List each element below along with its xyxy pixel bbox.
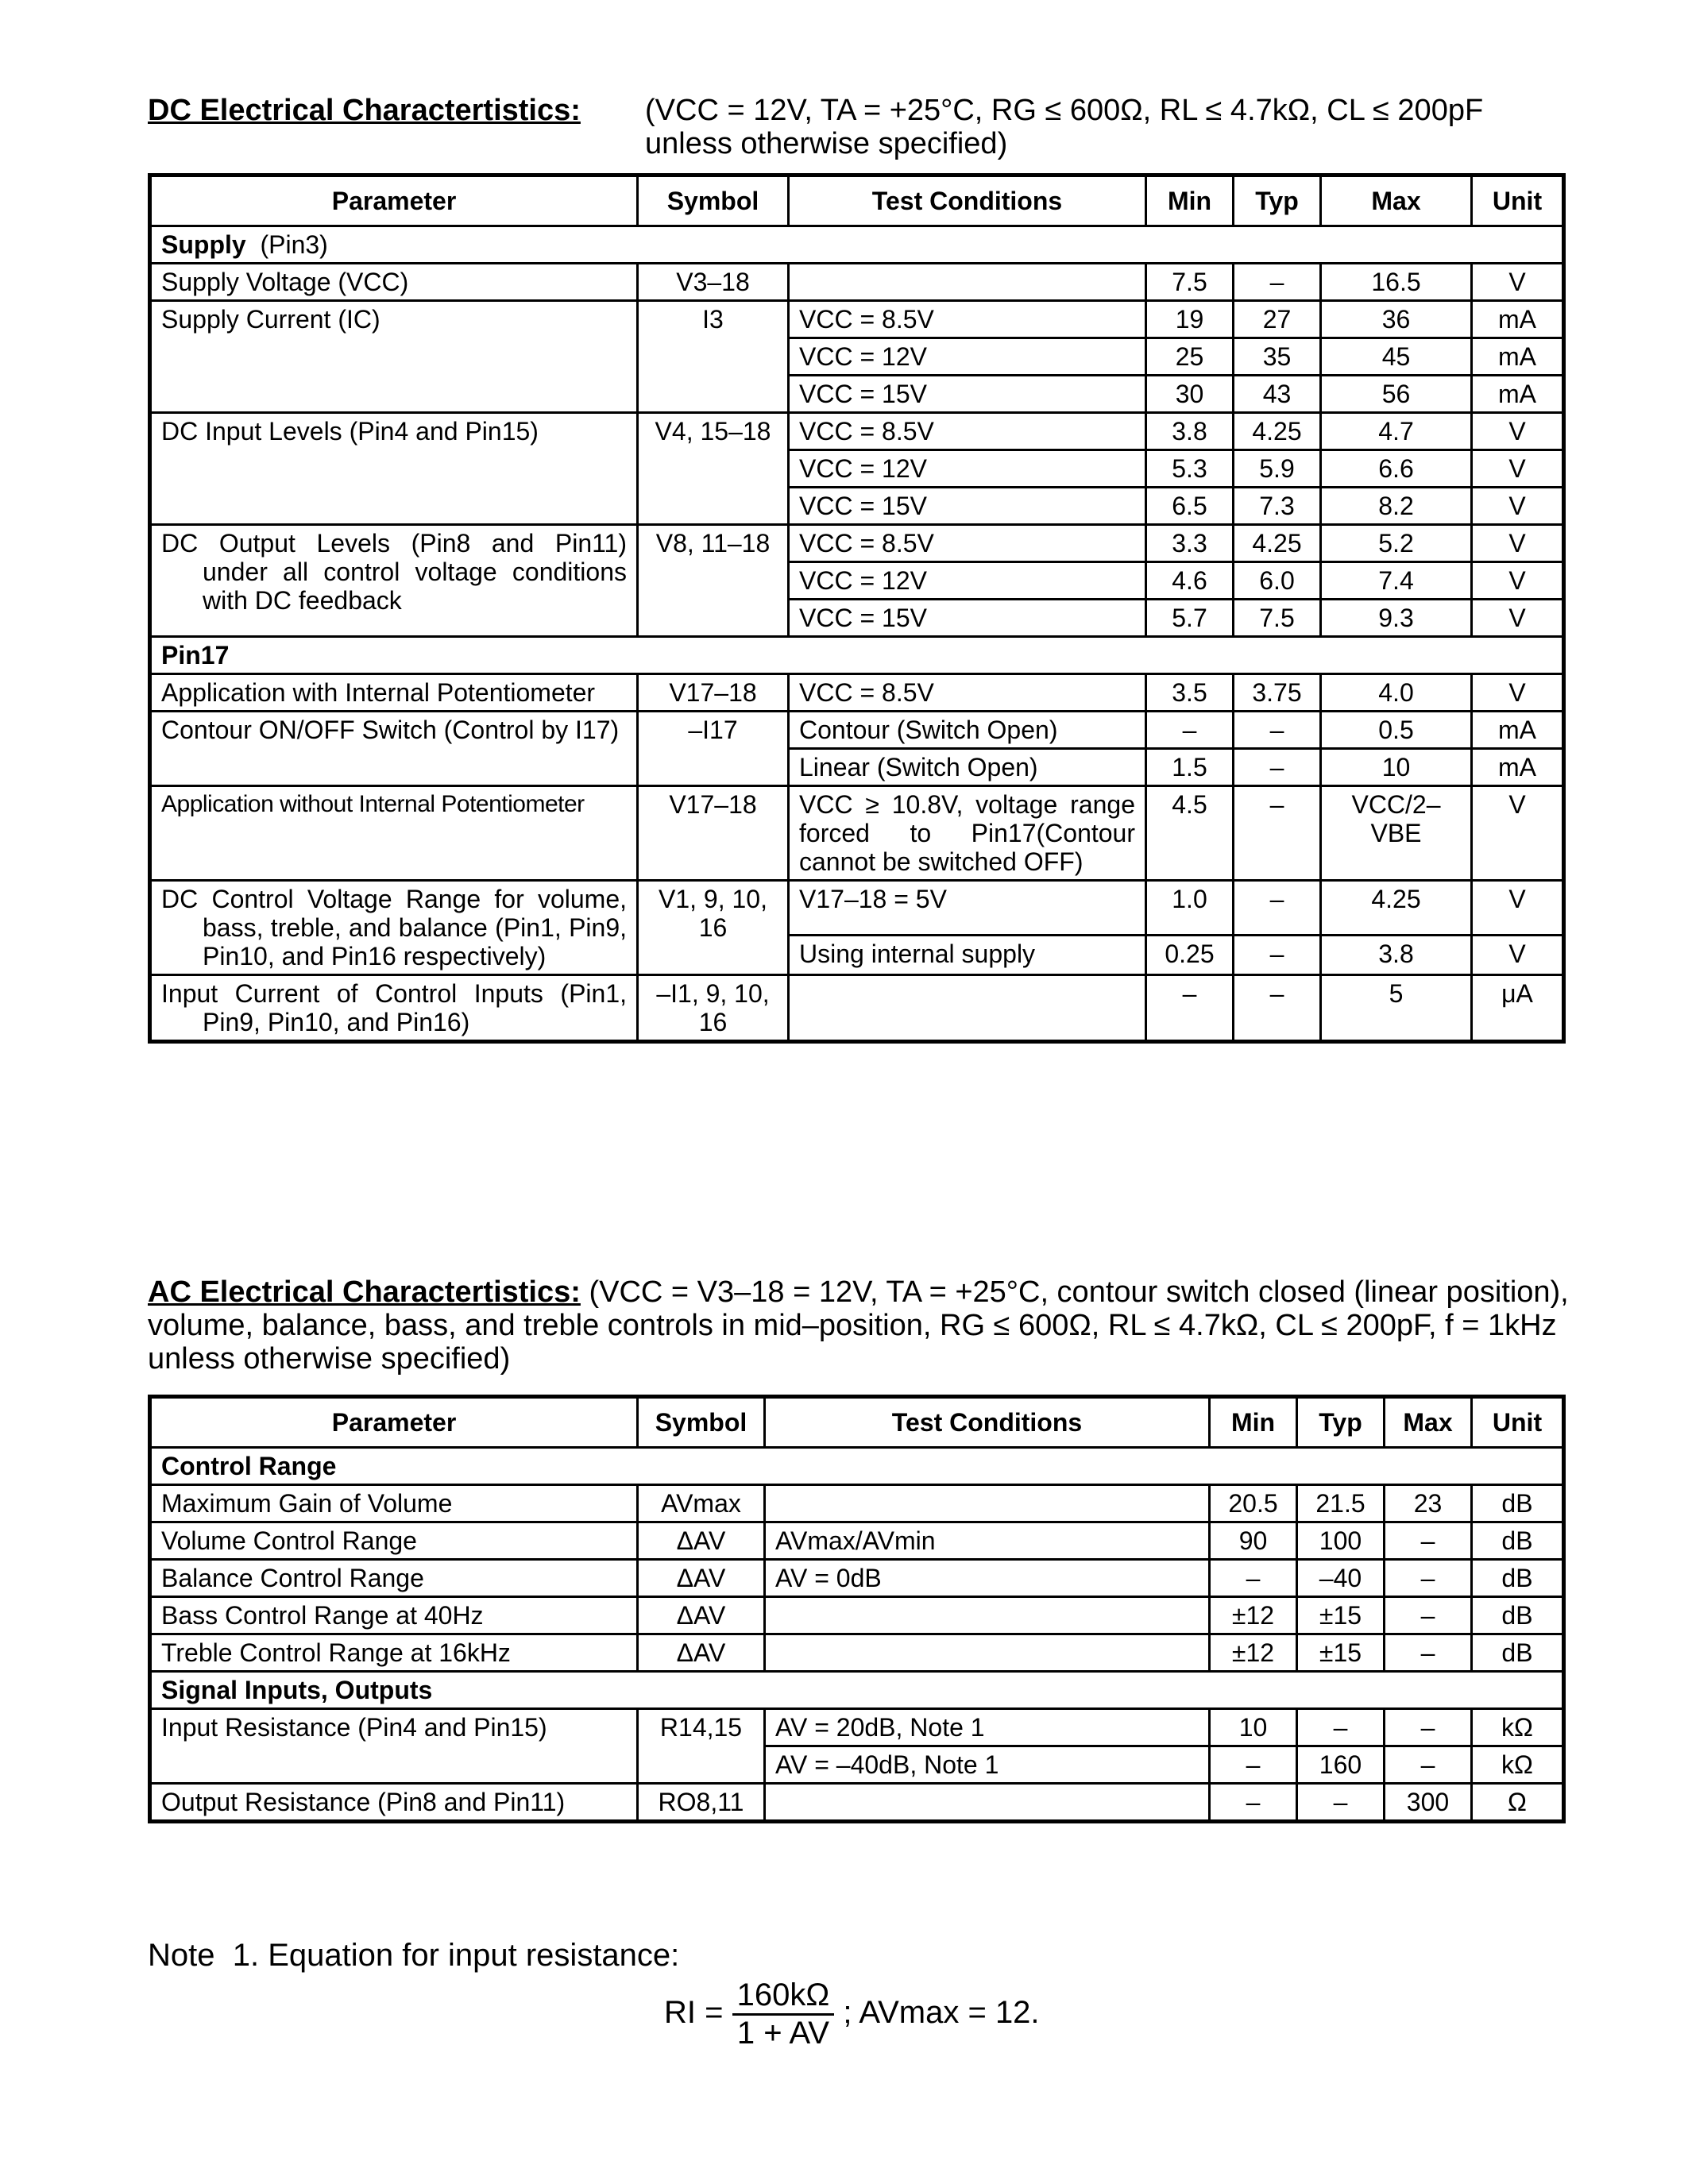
test-cell: V17–18 = 5V [789,881,1146,936]
group-row [150,1448,1564,1485]
dc-table [148,173,1566,1044]
typ-cell: 3.75 [1234,674,1321,712]
table-row [150,1522,1564,1560]
min-cell: 3.5 [1146,674,1234,712]
param-cell: DC Control Voltage Range for volume, bass, treble, and balance (Pin1, Pin9, Pin10, and Pin16 respectively) [150,881,638,975]
min-cell: 1.0 [1146,881,1234,936]
min-cell: 6.5 [1146,488,1234,525]
dc-header-typ: Typ [1234,176,1321,226]
group-label: Supply [161,230,246,259]
min-cell: – [1210,1560,1297,1597]
unit-cell: V [1472,413,1564,450]
unit-cell: V [1472,881,1564,936]
table-row [150,975,1564,1042]
table-row [150,525,1564,562]
max-cell: – [1385,1597,1472,1634]
min-cell: 25 [1146,338,1234,376]
param-cell: Output Resistance (Pin8 and Pin11) [150,1784,638,1822]
unit-cell: dB [1472,1634,1564,1672]
symbol-cell: ΔAV [638,1634,765,1672]
typ-cell: 100 [1297,1522,1385,1560]
dc-header-test: Test Conditions [789,176,1146,226]
test-cell: Linear (Switch Open) [789,749,1146,786]
max-cell: 8.2 [1321,488,1472,525]
test-cell: VCC = 12V [789,562,1146,600]
typ-cell: – [1234,881,1321,936]
typ-cell: 43 [1234,376,1321,413]
typ-cell: – [1234,749,1321,786]
param-cell: Treble Control Range at 16kHz [150,1634,638,1672]
min-cell: 0.25 [1146,936,1234,975]
max-cell: 36 [1321,301,1472,338]
ac-header-symbol: Symbol [638,1397,765,1448]
param-cell: Supply Voltage (VCC) [150,264,638,301]
ac-header-test: Test Conditions [765,1397,1210,1448]
max-cell: – [1385,1560,1472,1597]
param-cell: Volume Control Range [150,1522,638,1560]
typ-cell: 7.5 [1234,600,1321,637]
min-cell: 10 [1210,1709,1297,1746]
min-cell: – [1210,1746,1297,1784]
max-cell: 5 [1321,975,1472,1042]
table-row [150,712,1564,749]
min-cell: 1.5 [1146,749,1234,786]
note-text: Note 1. Equation for input resistance: [148,1938,680,1973]
max-cell: 5.2 [1321,525,1472,562]
typ-cell: 160 [1297,1746,1385,1784]
group-sub: (Pin3) [260,230,328,259]
param-cell: Supply Current (IC) [150,301,638,413]
max-cell: 56 [1321,376,1472,413]
test-cell [789,975,1146,1042]
typ-cell: ±15 [1297,1597,1385,1634]
min-cell: 3.3 [1146,525,1234,562]
min-cell: – [1146,712,1234,749]
symbol-cell: ΔAV [638,1597,765,1634]
group-control-range: Control Range [150,1448,1564,1485]
typ-cell: 4.25 [1234,525,1321,562]
formula-denominator: 1 + AV [736,2016,829,2051]
test-cell [765,1634,1210,1672]
dc-header-parameter: Parameter [150,176,638,226]
unit-cell: dB [1472,1560,1564,1597]
dc-title: DC Electrical Charactertistics: [148,94,581,127]
symbol-cell: V17–18 [638,674,789,712]
table-row [150,881,1564,936]
typ-cell: 21.5 [1297,1485,1385,1522]
table-row [150,1560,1564,1597]
ac-header-max: Max [1385,1397,1472,1448]
min-cell: ±12 [1210,1597,1297,1634]
unit-cell: mA [1472,712,1564,749]
ac-header-row [150,1397,1564,1448]
test-cell: AV = 20dB, Note 1 [765,1709,1210,1746]
symbol-cell: V4, 15–18 [638,413,789,525]
unit-cell: mA [1472,338,1564,376]
test-cell: Using internal supply [789,936,1146,975]
typ-cell: – [1234,712,1321,749]
unit-cell: V [1472,525,1564,562]
group-row [150,226,1564,264]
typ-cell: 5.9 [1234,450,1321,488]
ac-header-typ: Typ [1297,1397,1385,1448]
typ-cell: – [1234,975,1321,1042]
test-cell: VCC = 15V [789,488,1146,525]
group-row [150,637,1564,674]
symbol-cell: V3–18 [638,264,789,301]
unit-cell: kΩ [1472,1709,1564,1746]
typ-cell: – [1234,936,1321,975]
unit-cell: V [1472,786,1564,881]
group-supply [150,226,1564,264]
formula-lhs: RI = [664,1995,724,2031]
param-cell: DC Input Levels (Pin4 and Pin15) [150,413,638,525]
min-cell: – [1146,975,1234,1042]
ac-conditions: (VCC = V3–18 = 12V, TA = +25°C, contour switch closed (linear position), volume, balance, bass, and treble controls in mid–position, RG ≤ 600Ω, RL ≤ 4.7kΩ, CL ≤ 200pF, f = 1kHz unless otherwise specified) [148,1275,1569,1376]
max-cell: – [1385,1634,1472,1672]
param-cell: Balance Control Range [150,1560,638,1597]
dc-header-max: Max [1321,176,1472,226]
symbol-cell: ΔAV [638,1522,765,1560]
max-cell: 4.25 [1321,881,1472,936]
param-cell: Maximum Gain of Volume [150,1485,638,1522]
group-row [150,1672,1564,1709]
max-cell: 9.3 [1321,600,1472,637]
dc-header-row [150,176,1564,226]
param-cell: Input Resistance (Pin4 and Pin15) [150,1709,638,1784]
test-cell: VCC = 8.5V [789,674,1146,712]
symbol-cell: AVmax [638,1485,765,1522]
ac-heading [148,1275,1570,1376]
symbol-cell: V17–18 [638,786,789,881]
formula-fraction [732,1978,835,2051]
symbol-cell: V1, 9, 10, 16 [638,881,789,975]
test-cell: VCC = 15V [789,376,1146,413]
max-cell: 23 [1385,1485,1472,1522]
unit-cell: V [1472,674,1564,712]
typ-cell: – [1297,1709,1385,1746]
min-cell: 90 [1210,1522,1297,1560]
typ-cell: – [1297,1784,1385,1822]
dc-heading [148,94,581,127]
unit-cell: dB [1472,1522,1564,1560]
test-cell: AV = –40dB, Note 1 [765,1746,1210,1784]
test-cell: VCC = 12V [789,338,1146,376]
min-cell: 19 [1146,301,1234,338]
min-cell: 4.6 [1146,562,1234,600]
param-cell: DC Output Levels (Pin8 and Pin11) under all control voltage conditions with DC feedback [150,525,638,637]
min-cell: 30 [1146,376,1234,413]
unit-cell: kΩ [1472,1746,1564,1784]
param-cell: Bass Control Range at 40Hz [150,1597,638,1634]
dc-header-symbol: Symbol [638,176,789,226]
unit-cell: μA [1472,975,1564,1042]
max-cell: 7.4 [1321,562,1472,600]
unit-cell: Ω [1472,1784,1564,1822]
max-cell: 6.6 [1321,450,1472,488]
typ-cell: 27 [1234,301,1321,338]
resistance-formula [664,1978,1040,2051]
typ-cell: 35 [1234,338,1321,376]
max-cell: 4.7 [1321,413,1472,450]
max-cell: 4.0 [1321,674,1472,712]
test-cell [765,1485,1210,1522]
param-cell: Input Current of Control Inputs (Pin1, Pin9, Pin10, and Pin16) [150,975,638,1042]
min-cell: 7.5 [1146,264,1234,301]
max-cell: 300 [1385,1784,1472,1822]
min-cell: – [1210,1784,1297,1822]
max-cell: VCC/2–VBE [1321,786,1472,881]
max-cell: 0.5 [1321,712,1472,749]
typ-cell: ±15 [1297,1634,1385,1672]
table-row [150,264,1564,301]
table-row [150,1485,1564,1522]
symbol-cell: R14,15 [638,1709,765,1784]
test-cell [765,1784,1210,1822]
test-cell: VCC ≥ 10.8V, voltage range forced to Pin17(Contour cannot be switched OFF) [789,786,1146,881]
typ-cell: – [1234,786,1321,881]
table-row [150,1634,1564,1672]
test-cell [789,264,1146,301]
min-cell: 5.3 [1146,450,1234,488]
min-cell: 20.5 [1210,1485,1297,1522]
unit-cell: dB [1472,1485,1564,1522]
unit-cell: V [1472,562,1564,600]
param-cell: Application with Internal Potentiometer [150,674,638,712]
test-cell: VCC = 8.5V [789,301,1146,338]
test-cell: AV = 0dB [765,1560,1210,1597]
min-cell: ±12 [1210,1634,1297,1672]
ac-header-min: Min [1210,1397,1297,1448]
formula-rhs: ; AVmax = 12. [843,1995,1040,2031]
table-row [150,1597,1564,1634]
group-signal: Signal Inputs, Outputs [150,1672,1564,1709]
ac-table [148,1395,1566,1823]
symbol-cell: –I1, 9, 10, 16 [638,975,789,1042]
unit-cell: V [1472,450,1564,488]
param-cell: Contour ON/OFF Switch (Control by I17) [150,712,638,786]
typ-cell: 6.0 [1234,562,1321,600]
test-cell: VCC = 8.5V [789,525,1146,562]
table-row [150,301,1564,338]
test-cell [765,1597,1210,1634]
max-cell: 16.5 [1321,264,1472,301]
unit-cell: V [1472,264,1564,301]
test-cell: Contour (Switch Open) [789,712,1146,749]
symbol-cell: RO8,11 [638,1784,765,1822]
min-cell: 4.5 [1146,786,1234,881]
table-row [150,786,1564,881]
unit-cell: V [1472,600,1564,637]
test-cell: VCC = 12V [789,450,1146,488]
max-cell: 10 [1321,749,1472,786]
ac-header-unit: Unit [1472,1397,1564,1448]
dc-header-min: Min [1146,176,1234,226]
max-cell: – [1385,1709,1472,1746]
ac-header-parameter: Parameter [150,1397,638,1448]
unit-cell: V [1472,488,1564,525]
param-cell: Application without Internal Potentiometer [150,786,638,881]
symbol-cell: I3 [638,301,789,413]
max-cell: – [1385,1522,1472,1560]
unit-cell: dB [1472,1597,1564,1634]
typ-cell: –40 [1297,1560,1385,1597]
table-row [150,674,1564,712]
unit-cell: V [1472,936,1564,975]
max-cell: 3.8 [1321,936,1472,975]
typ-cell: – [1234,264,1321,301]
test-cell: AVmax/AVmin [765,1522,1210,1560]
symbol-cell: –I17 [638,712,789,786]
min-cell: 5.7 [1146,600,1234,637]
max-cell: – [1385,1746,1472,1784]
table-row [150,1784,1564,1822]
symbol-cell: ΔAV [638,1560,765,1597]
test-cell: VCC = 15V [789,600,1146,637]
unit-cell: mA [1472,749,1564,786]
unit-cell: mA [1472,376,1564,413]
group-pin17: Pin17 [150,637,1564,674]
unit-cell: mA [1472,301,1564,338]
min-cell: 3.8 [1146,413,1234,450]
typ-cell: 4.25 [1234,413,1321,450]
formula-numerator: 160kΩ [732,1978,835,2016]
symbol-cell: V8, 11–18 [638,525,789,637]
max-cell: 45 [1321,338,1472,376]
dc-conditions: (VCC = 12V, TA = +25°C, RG ≤ 600Ω, RL ≤ 4.7kΩ, CL ≤ 200pF unless otherwise specified) [645,94,1484,160]
dc-header-unit: Unit [1472,176,1564,226]
typ-cell: 7.3 [1234,488,1321,525]
table-row [150,413,1564,450]
table-row [150,1709,1564,1746]
ac-title: AC Electrical Charactertistics: [148,1275,581,1309]
test-cell: VCC = 8.5V [789,413,1146,450]
